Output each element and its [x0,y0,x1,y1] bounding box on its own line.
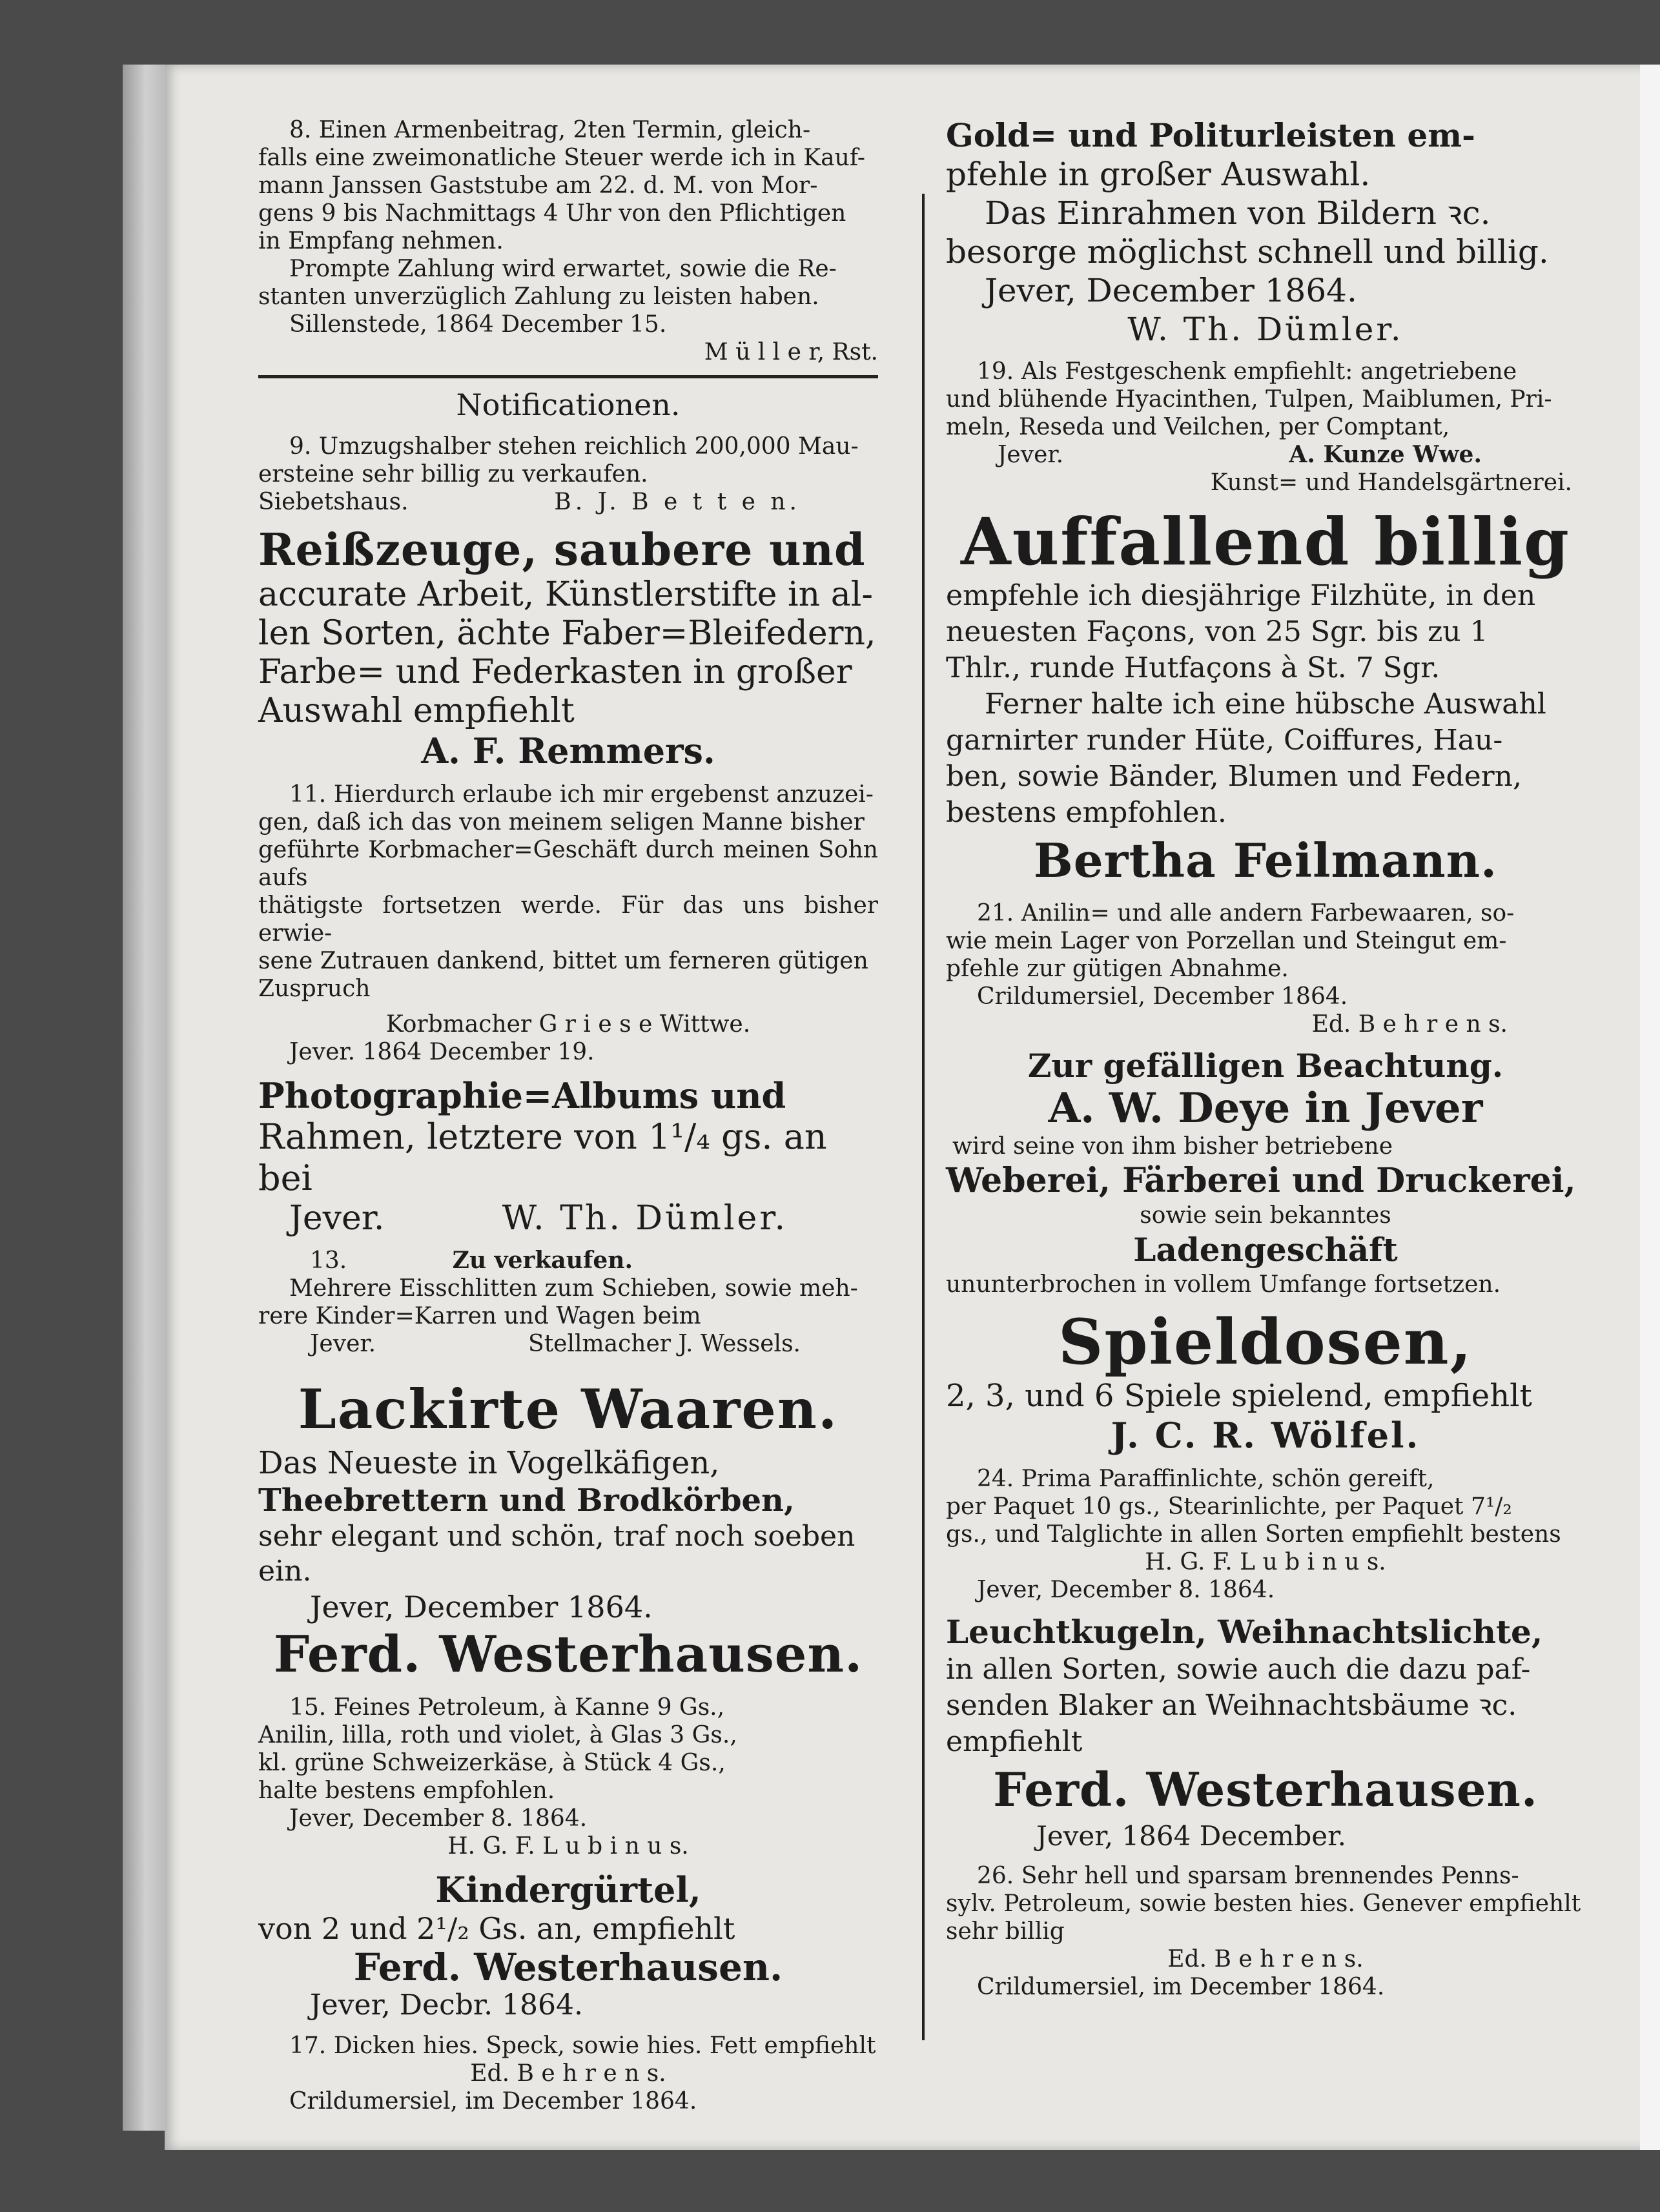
notice-17 [258,2032,878,2115]
advert-kindergurtel [258,1869,878,2023]
notice-line: 24. Prima Paraffinlichte, schön gereift, [977,1466,1435,1492]
advert-spieldosen [946,1307,1585,1456]
advert-signature: Bertha Feilmann. [1033,833,1498,888]
notice-place-date: Jever. 1864 December 19. [289,1039,595,1065]
advert-line: accurate Arbeit, Künstlerstifte in al- [258,575,873,614]
advert-line: senden Blaker an Weihnachtsbäume ꝛc. [946,1689,1517,1722]
notice-place: Jever. [998,442,1064,468]
advert-line: sehr elegant und schön, traf noch soeben ein. [258,1520,856,1588]
advert-line: Das Neueste in Vogelkäfigen, [258,1445,720,1481]
advert-place: Jever. [289,1199,385,1238]
advert-line: neuesten Façons, von 25 Sgr. bis zu 1 [946,615,1488,648]
advert-signature: W. Th. Dümler. [1127,311,1404,348]
notice-line: 15. Feines Petroleum, à Kanne 9 Gs., [289,1694,725,1721]
notice-8 [258,116,878,366]
notice-9 [258,433,878,516]
notice-place-date: Jever, December 8. 1864. [289,1805,588,1832]
notice-place-date: Crildumersiel, im December 1864. [977,1974,1385,2000]
notice-line: gs., und Talglichte in allen Sorten empfiehlt bestens [946,1521,1561,1548]
notice-line: thätigste fortsetzen werde. Für das uns bisher erwie- [258,892,878,947]
advert-line: Photographie=Albums und [258,1075,786,1116]
advert-line: len Sorten, ächte Faber=Bleifedern, [258,614,876,653]
notice-line: sene Zutrauen dankend, bittet um ferneren gütigen [258,948,868,974]
notice-13 [258,1247,878,1358]
notice-title: Zu verkaufen. [452,1247,633,1274]
notice-signature: Korbmacher G r i e s e Wittwe. [385,1011,751,1038]
notice-line: mann Janssen Gaststube am 22. d. M. von Mor- [258,172,818,199]
advert-title: Lackirte Waaren. [298,1377,839,1441]
advert-firm: A. W. Deye in Jever [1048,1084,1483,1132]
advert-line: pfehle in großer Auswahl. [946,156,1371,193]
notice-place-date: Crildumersiel, December 1864. [977,983,1348,1010]
section-rule [258,375,878,378]
advert-date: Jever, 1864 December. [1036,1820,1346,1852]
advert-line: Rahmen, letztere von 1¹/₄ gs. an bei [258,1116,827,1198]
notice-signature: Ed. B e h r e n s. [1311,1011,1508,1038]
advert-signature: Ferd. Westerhausen. [993,1762,1538,1817]
notice-place: Siebetshaus. [258,489,409,515]
advert-leuchtkugeln [946,1613,1585,1853]
advert-signature: Ferd. Westerhausen. [353,1945,783,1989]
advert-line: Weberei, Färberei und Druckerei, [946,1161,1576,1200]
notice-signature: Ed. B e h r e n s. [1167,1946,1364,1972]
notice-signature: Stellmacher J. Wessels. [528,1331,801,1357]
advert-line: besorge möglichst schnell und billig. [946,233,1549,271]
advert-line: Reißzeuge, saubere und [258,524,866,576]
notice-line: Prompte Zahlung wird erwartet, sowie die Re- [289,256,837,282]
advert-line: Gold= und Politurleisten em- [946,116,1475,154]
advert-signature: A. F. Remmers. [421,730,715,772]
advert-date: Jever, December 1864. [310,1590,653,1624]
notice-24 [946,1465,1585,1604]
notice-line: wie mein Lager von Porzellan und Steingut em- [946,928,1507,954]
notice-subline: Kunst= und Handelsgärtnerei. [1210,469,1572,496]
notice-signature: M ü l l e r, Rst. [704,339,878,365]
advert-line: in allen Sorten, sowie auch die dazu paf- [946,1653,1531,1686]
advert-line: garnirter runder Hüte, Coiffures, Hau- [946,724,1503,757]
notice-line: 8. Einen Armenbeitrag, 2ten Termin, gleich- [289,117,811,143]
notice-line: halte bestens empfohlen. [258,1777,555,1804]
advert-date: Jever, Decbr. 1864. [310,1989,584,2022]
notice-line: und blühende Hyacinthen, Tulpen, Maiblumen, Pri- [946,386,1552,413]
notice-line: ersteine sehr billig zu verkaufen. [258,461,648,487]
notice-line: falls eine zweimonatliche Steuer werde ich in Kauf- [258,145,866,171]
notice-place: Jever. [310,1331,376,1357]
advert-line: Ladengeschäft [1133,1231,1398,1269]
notice-line: gens 9 bis Nachmittags 4 Uhr von den Pflichtigen [258,200,846,227]
advert-goldleisten [946,116,1585,349]
notice-line: geführte Korbmacher=Geschäft durch meinen Sohn aufs [258,837,878,891]
notice-line: stanten unverzüglich Zahlung zu leisten haben. [258,283,819,310]
notice-21 [946,899,1585,1038]
advert-line: von 2 und 2¹/₂ Gs. an, empfiehlt [258,1911,735,1946]
advert-line: Farbe= und Federkasten in großer [258,653,852,691]
advert-photographie-albums [258,1075,878,1238]
right-column [946,116,1585,2001]
advert-line: bestens empfohlen. [946,796,1227,829]
advert-line: Ferner halte ich eine hübsche Auswahl [985,688,1546,721]
notice-19 [946,358,1585,497]
advert-date: Jever, December 1864. [985,272,1357,309]
advert-line: Theebrettern und Brodkörben, [258,1482,795,1519]
notice-line: meln, Reseda und Veilchen, per Comptant, [946,414,1450,440]
column-divider [922,194,925,2040]
notice-11 [258,781,878,1066]
advert-filzhuete [946,506,1585,890]
notice-line: gen, daß ich das von meinem seligen Manne bisher [258,809,865,835]
advert-deye [946,1047,1585,1298]
notice-line: sylv. Petroleum, sowie besten hies. Genever empfiehlt [946,1890,1581,1917]
advert-signature: J. C. R. Wölfel. [1111,1415,1420,1456]
advert-line: Leuchtkugeln, Weihnachtslichte, [946,1613,1543,1651]
advert-line: Thlr., runde Hutfaçons à St. 7 Sgr. [946,651,1440,684]
notice-place-date: Jever, December 8. 1864. [977,1577,1275,1603]
advert-heading: Zur gefälligen Beachtung. [1027,1047,1504,1085]
advert-title: Spieldosen, [1058,1306,1473,1378]
advert-line: ben, sowie Bänder, Blumen und Federn, [946,760,1522,793]
section-heading: Notificationen. [456,387,681,422]
notice-line: 21. Anilin= und alle andern Farbewaaren, so- [977,900,1515,927]
notice-signature: B. J. B e t t e n. [554,489,801,515]
notice-26 [946,1862,1585,2001]
notice-line: rere Kinder=Karren und Wagen beim [258,1303,701,1329]
notice-15 [258,1694,878,1860]
notice-line: per Paquet 10 gs., Stearinlichte, per Paquet 7¹/₂ [946,1493,1512,1520]
notice-signature: Ed. B e h r e n s. [470,2060,666,2087]
advert-line: Auswahl empfiehlt [258,691,575,730]
left-column [258,116,878,2115]
notice-line: sehr billig [946,1918,1065,1945]
advert-line: Das Einrahmen von Bildern ꝛc. [985,194,1491,232]
advert-line: 2, 3, und 6 Spiele spielend, empfiehlt [946,1378,1532,1414]
advert-line: wird seine von ihm bisher betriebene [952,1133,1393,1160]
next-page-edge [1640,65,1660,2150]
notice-line: Mehrere Eisschlitten zum Schieben, sowie meh- [289,1275,858,1302]
advert-signature: Ferd. Westerhausen. [273,1625,863,1684]
advert-signature: W. Th. Dümler. [502,1199,788,1238]
notice-line: Zuspruch [258,976,371,1002]
advert-line: empfiehlt [946,1725,1083,1758]
advert-title: Auffallend billig [961,504,1570,580]
notice-line: Anilin, lilla, roth und violet, à Glas 3 Gs., [258,1722,737,1748]
notice-place-date: Sillenstede, 1864 December 15. [289,311,667,338]
advert-lackirte-waaren [258,1375,878,1685]
advert-line: ununterbrochen in vollem Umfange fortsetzen. [946,1271,1501,1298]
notice-number: 13. [310,1247,347,1274]
notice-signature: A. Kunze Wwe. [1289,441,1482,468]
notice-line: pfehle zur gütigen Abnahme. [946,956,1289,982]
advert-reisszeuge [258,525,878,772]
notice-line: 26. Sehr hell und sparsam brennendes Penns- [977,1863,1519,1889]
notice-line: 19. Als Festgeschenk empfiehlt: angetriebene [977,358,1517,385]
advert-line: empfehle ich diesjährige Filzhüte, in den [946,579,1536,612]
notice-place-date: Crildumersiel, im December 1864. [289,2088,697,2115]
notice-line: 11. Hierdurch erlaube ich mir ergebenst anzuzei- [289,781,874,808]
advert-title: Kindergürtel, [435,1869,701,1910]
notice-signature: H. G. F. L u b i n u s. [447,1833,689,1859]
notice-line: in Empfang nehmen. [258,228,504,254]
notice-line: kl. grüne Schweizerkäse, à Stück 4 Gs., [258,1750,726,1776]
advert-line: sowie sein bekanntes [1140,1202,1391,1229]
notice-line: 9. Umzugshalber stehen reichlich 200,000 Mau- [289,433,859,460]
notice-line: 17. Dicken hies. Speck, sowie hies. Fett empfiehlt [289,2033,876,2059]
notice-signature: H. G. F. L u b i n u s. [1145,1549,1386,1575]
